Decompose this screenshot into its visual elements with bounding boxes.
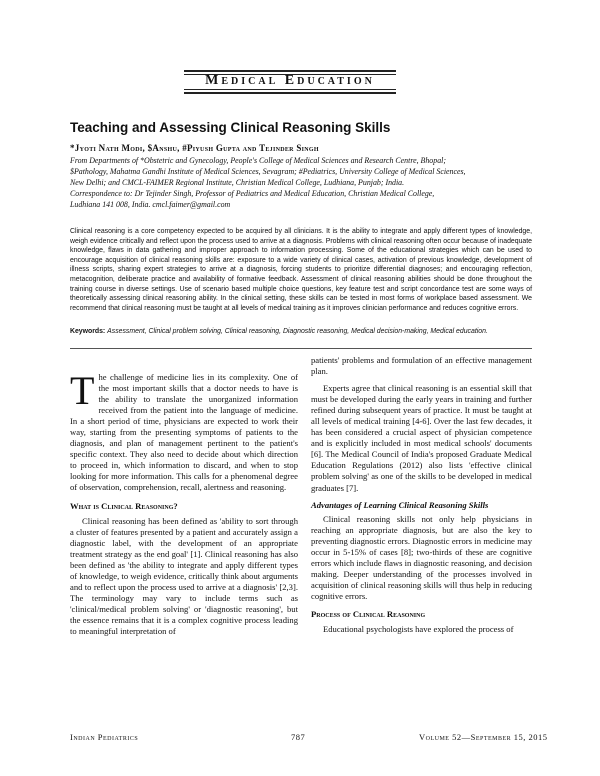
abstract: Clinical reasoning is a core competency expected to be acquired by all clinicians. It is the ability to integrate and apply different types of knowledge, weigh evidence critically and reflect upon the process used to arrive at a diagnosis. Problems with clinical reasoning often occur because of inadequate knowledge, flaws in data gathering and improper approach to information processing. Some of the educational strategies which can be used to encourage acquisition of clinical reasoning skills are: exposure to a wide variety of clinical cases, activation of previous knowledge, development of illness scripts, sharing expert strategies to arrive at a diagnosis, forcing students to prioritize differential diagnoses; and encouraging reflection, metacognition, deliberate practice and availability of formative feedback. Assessment of clinical reasoning abilities should be done throughout the training course in diverse settings. Use of scenario based multiple choice questions, key feature test and script concordance test are some ways of theoretically assessing clinical reasoning ability. In the clinical setting, these skills can be tested in most forms of workplace based assessment. We recommend that clinical reasoning must be taught at all levels of medical training as it improves clinician performance and reduces cognitive errors. <box>70 228 532 312</box>
affiliation-line: From Departments of *Obstetric and Gynecology, People's College of Medical Sciences and Research Centre, Bhopal; <box>70 156 446 165</box>
keywords <box>70 327 532 337</box>
affiliations <box>70 155 540 210</box>
drop-cap: T <box>70 368 95 413</box>
footer-volume: Volume 52—September 15, 2015 <box>419 732 548 742</box>
correspondence-line: Correspondence to: Dr Tejinder Singh, Professor of Pediatrics and Medical Education, Christian Medical College, <box>70 189 435 198</box>
intro-paragraph <box>70 368 298 494</box>
body-paragraph: patients' problems and formulation of an effective management plan. <box>311 355 532 377</box>
affiliation-line: New Delhi; and CMCL-FAIMER Regional Institute, Christian Medical College, Ludhiana, Punjab; India. <box>70 178 405 187</box>
author-list: *Jyoti Nath Modi, $Anshu, #Piyush Gupta and Tejinder Singh <box>70 143 319 153</box>
body-paragraph: Clinical reasoning skills not only help physicians in reaching an appropriate diagnosis, but are also the key to preventing diagnostic errors. Diagnostic errors in medicine may occur in 5-15% of cases [8]; two-thirds of these are cognitive errors which include flaws in diagnostic reasoning, and decision making. Deeper understanding of the processes involved in acquisition of clinical reasoning skills will thus help in reducing cognitive errors. <box>311 513 532 601</box>
abstract-divider <box>70 348 532 349</box>
section-banner <box>184 70 396 94</box>
keywords-list: Assessment, Clinical problem solving, Clinical reasoning, Diagnostic reasoning, Medical decision-making, Medical education. <box>107 328 488 335</box>
intro-text: he challenge of medicine lies in its complexity. One of the most important skills that a doctor needs to have is the ability to translate the unorganized information received from the patient into the language of medicine. In a short period of time, physicians are expected to work their way, starting from the presenting symptoms of patients to the diagnosis, and plan of management pertinent to the patient's specific context. They also need to decide about which direction to proceed in, which information to discard, and when to stop looking for more information. This calls for a phenomenal degree of observation, comprehension, recall, alertness and reasoning. <box>70 372 298 493</box>
left-column <box>70 368 298 637</box>
right-column <box>311 355 532 635</box>
keywords-label: Keywords: <box>70 328 106 335</box>
body-paragraph: Educational psychologists have explored the process of <box>323 624 514 635</box>
section-heading: What is Clinical Reasoning? <box>70 500 178 511</box>
footer-page-number: 787 <box>291 732 306 742</box>
affiliation-line: $Pathology, Mahatma Gandhi Institute of Medical Sciences, Sevagram; #Pediatrics, University College of Medical Sciences, <box>70 167 466 176</box>
subsection-heading: Advantages of Learning Clinical Reasoning Skills <box>311 499 489 510</box>
body-paragraph: Clinical reasoning has been defined as 'ability to sort through a cluster of features presented by a patient and accurately assign a diagnostic label, with the development of an appropriate treatment strategy as the end goal' [1]. Clinical reasoning has also been defined as 'the ability to integrate and apply different types of knowledge, to weigh evidence, critically think about arguments and to reflect upon the process used to arrive at a diagnosis' [2,3]. The terminology may vary to include terms such as 'clinical/medical problem solving' or 'diagnostic reasoning', but the essence remains that it is a complex cognitive process leading to meaningful interpretation of <box>70 515 298 637</box>
section-label: Medical Education <box>205 73 375 88</box>
article-title: Teaching and Assessing Clinical Reasoning Skills <box>70 120 391 135</box>
correspondence-address: Ludhiana 141 008, India. cmcl.faimer@gmail.com <box>70 200 231 209</box>
section-heading: Process of Clinical Reasoning <box>311 608 426 619</box>
body-paragraph: Experts agree that clinical reasoning is an essential skill that must be developed during the early years in training and further refined during subsequent years of practice. It must be taught at all levels of medical training [4-6]. Over the last few decades, it has been considered a crucial aspect of physician competence and is explicitly included in most medical schools' documents [6]. The Medical Council of India's proposed Graduate Medical Education Regulations (2012) also lists 'effective clinical problem solving' as one of the skills to be developed in medical graduates [7]. <box>311 383 532 493</box>
footer-journal: Indian Pediatrics <box>70 732 139 742</box>
